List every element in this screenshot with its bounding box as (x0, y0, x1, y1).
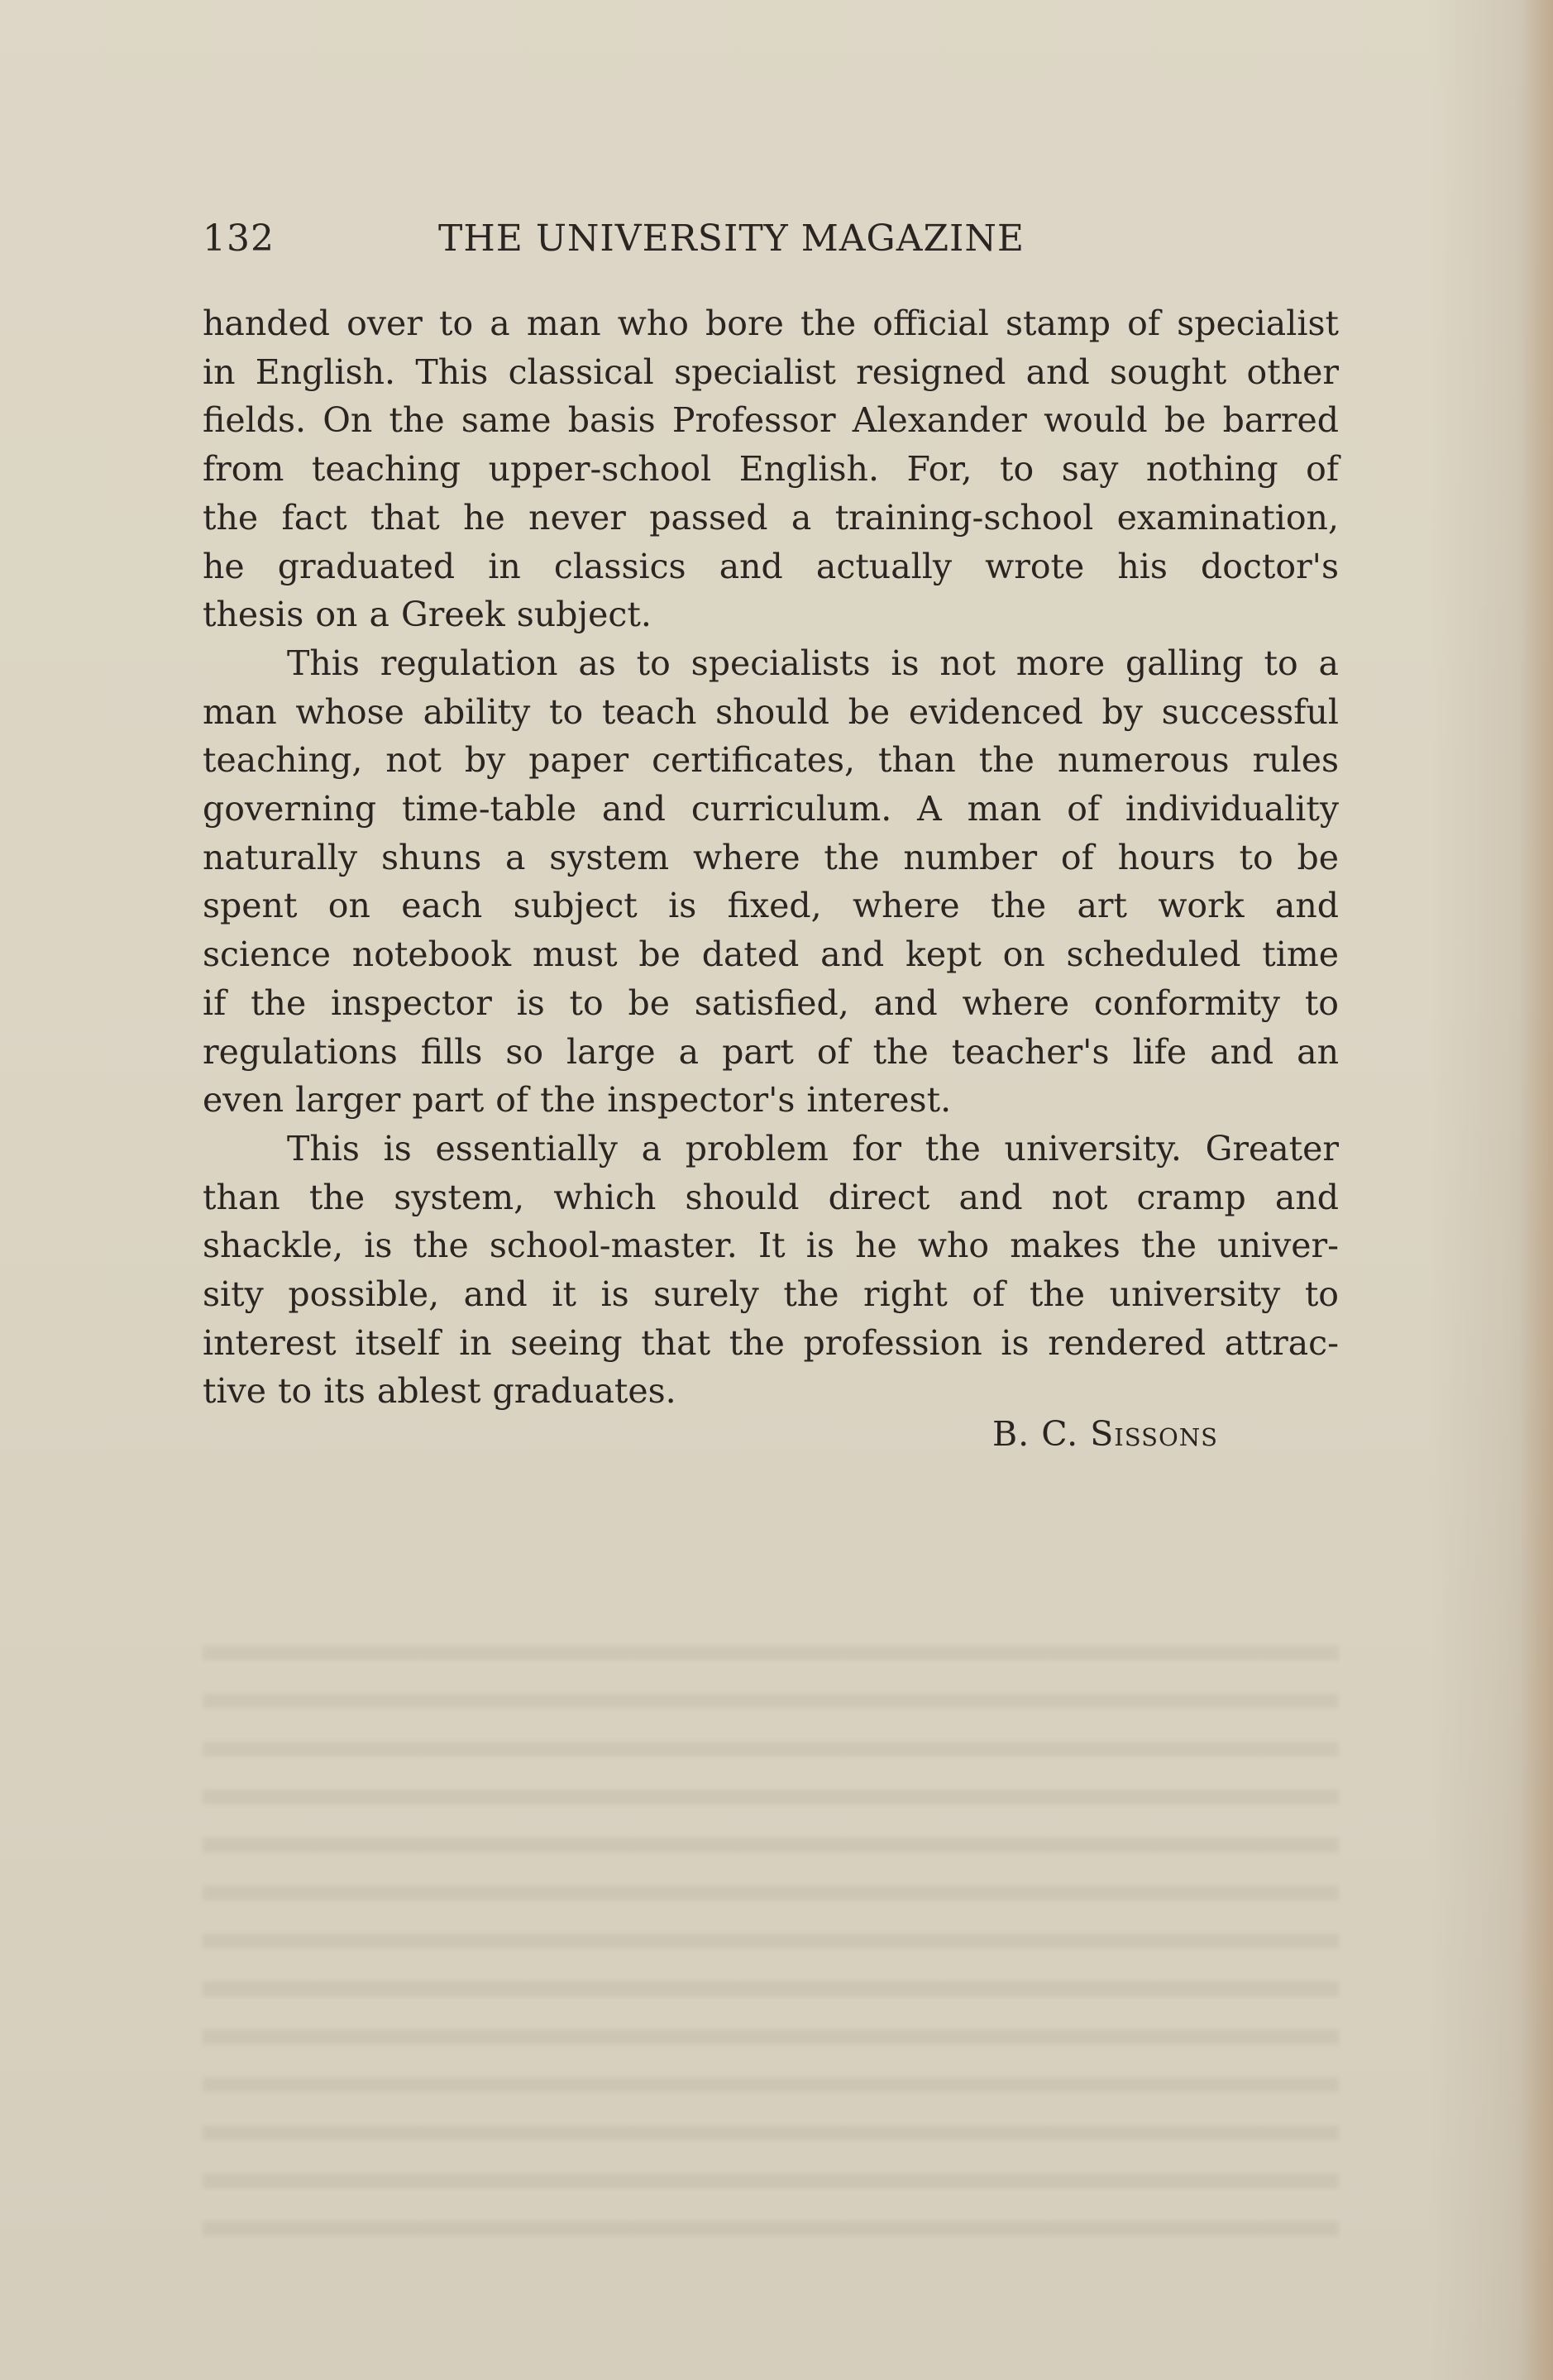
text-line: man whose ability to teach should be evidenced by successful (203, 691, 1339, 732)
text-line: than the system, which should direct and not cramp and (203, 1177, 1339, 1217)
text-line: This is essentially a problem for the university. Greater (287, 1128, 1339, 1168)
page-number: 132 (203, 217, 275, 260)
author-initials: B. C. (992, 1414, 1079, 1454)
text-line: fields. On the same basis Professor Alexander would be barred (203, 400, 1339, 441)
running-header (203, 217, 1339, 275)
text-line: in English. This classical specialist resigned and sought other (203, 351, 1339, 392)
show-through-text (203, 1646, 1339, 2241)
text-line: This regulation as to specialists is not more galling to a (287, 643, 1339, 683)
paragraph (203, 299, 1339, 639)
text-line: if the inspector is to be satisfied, and where conformity to (203, 982, 1339, 1023)
text-line: tive to its ablest graduates. (203, 1371, 676, 1412)
text-line: the fact that he never passed a training-school examination, (203, 497, 1339, 538)
author-signature (992, 1414, 1218, 1454)
text-line: teaching, not by paper certificates, than the numerous rules (203, 740, 1339, 781)
text-line: governing time-table and curriculum. A man of individuality (203, 789, 1339, 829)
text-line: thesis on a Greek subject. (203, 595, 652, 635)
text-line: he graduated in classics and actually wrote his doctor's (203, 546, 1339, 586)
text-line: shackle, is the school-master. It is he who makes the univer- (203, 1226, 1339, 1266)
text-line: science notebook must be dated and kept on scheduled time (203, 934, 1339, 975)
text-line: sity possible, and it is surely the right of the university to (203, 1274, 1339, 1315)
paragraph (203, 639, 1339, 1125)
text-line: regulations fills so large a part of the teacher's life and an (203, 1031, 1339, 1072)
article-body (203, 299, 1339, 1416)
text-line: handed over to a man who bore the official stamp of specialist (203, 303, 1339, 343)
text-line: from teaching upper-school English. For, to say nothing of (203, 449, 1339, 490)
page-edge-shading (1520, 0, 1553, 2380)
text-line: even larger part of the inspector's interest. (203, 1080, 952, 1121)
author-surname: Sissons (1090, 1414, 1218, 1454)
running-title: THE UNIVERSITY MAGAZINE (438, 217, 1025, 260)
text-line: naturally shuns a system where the number of hours to be (203, 837, 1339, 877)
text-line: spent on each subject is fixed, where the art work and (203, 886, 1339, 926)
paragraph (203, 1125, 1339, 1416)
text-line: interest itself in seeing that the profession is rendered attrac- (203, 1322, 1339, 1363)
